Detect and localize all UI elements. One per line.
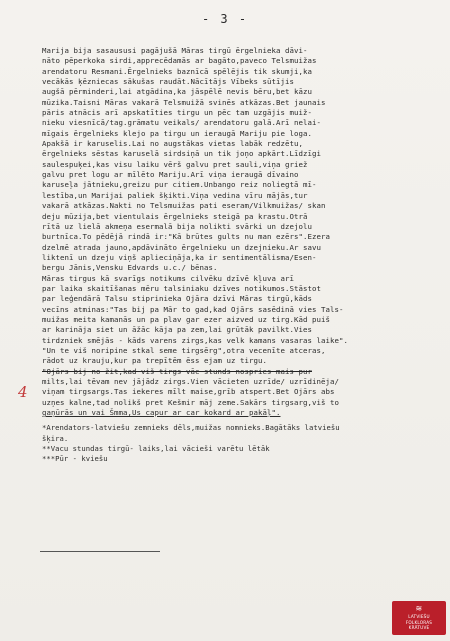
- archive-stamp: [392, 601, 446, 635]
- text-line: Māras tirgus kā svarīgs notikums cilvēku dzīvē kļuva arī: [42, 273, 294, 283]
- text-line: deju mūzija,bet vientulais ērgelnieks steigā pa krastu.Otrā: [42, 211, 308, 221]
- footnote-line: ***Pūr - kviešu: [42, 454, 108, 464]
- text-line: milts,lai tēvam nev jājādz zirgs.Vien vācieten uzrīde/ uzrīdinēja/: [42, 377, 339, 386]
- text-line: vecākās ķēzniecas sākušas raudāt.Nācītājs Vībeks sūtījis: [42, 77, 294, 87]
- text-line: muižas meita kamanās un pa plav gar ezer aizved uz tirg.Kād puiš: [42, 314, 330, 324]
- typed-body-text: [42, 46, 434, 465]
- text-line: karuseļa jātnieku,greizu pur citiem.Unbango reiz noliegtā mī-: [42, 180, 317, 190]
- text-line: ar karināja siet un āžāc kāja pa zem,lai grūtāk pavilkt.Vies: [42, 325, 312, 335]
- text-line: Marija bija sasaususi pagājušā Māras tirgū ērgelnieka dāvi-: [42, 46, 308, 55]
- footnote-separator-line: [40, 551, 160, 552]
- stamp-mark-icon: ≋: [415, 604, 423, 614]
- text-line: nieku viesnīcā/tag.grāmatu veikals/ arendatoru galā.Arī nelai-: [42, 118, 321, 128]
- text-line: vakarā atkāzas.Nakti no Telsmuižas pati eseram/Vilkmuižas/ skan: [42, 201, 326, 211]
- stamp-line-1: LATVIEŠU: [408, 614, 430, 620]
- text-line: mūzika.Taisni Māras vakarā Telsmuižā svinēs atkāzas.Bet jaunais: [42, 97, 326, 107]
- text-line: uzņes kalne,tad nolikš pret Kešmir māj zeme.Sakārs tirgsarg,viš to: [42, 397, 339, 407]
- text-line: "Ojārs bij no žit,kad viš tirgs vāc stunds nospries mais pur: [42, 366, 312, 376]
- text-line: viņam tirgsargs.Tas iekeres mīlt maise,grīb atspert.Bet Ojārs abs: [42, 387, 335, 397]
- page-number: - 3 -: [201, 12, 249, 26]
- text-line: Apakšā ir karuselis.Lai no augstākas vietas labāk redzētu,: [42, 139, 303, 149]
- footnote-line: šķira.: [42, 433, 69, 443]
- stamp-line-2: FOLKLORAS: [405, 619, 433, 625]
- text-line: nāto pēperkoka sirdi,apprecēdamās ar bagāto,paveco Telsmuižas: [42, 56, 317, 66]
- text-line: pāris atnācis arī apskatīties tirgu un pēc tam uzgājis muiž-: [42, 108, 312, 118]
- text-line: lestība,un Marijai paliek šķikti.Viņa vedina vīru mājās,tur: [42, 190, 308, 200]
- stamp-line-3: KRĀTUVE: [408, 625, 430, 631]
- footnote-line: **Vacu stundas tirgū- laiks,lai vācieši varētu lētāk: [42, 444, 270, 454]
- text-line: arendatoru Resmani.Ērgelnieks baznīcā spēlējis tik skumji,ka: [42, 66, 312, 76]
- text-line: burtnīca.To pēdējā rindā ir:"Kā brūtes gults nu man ezērs".Ezera: [42, 232, 330, 242]
- footnote-line: *Arendators-latviešu zemnieks dēls,muižas nomnieks.Bagātāks latviešu: [42, 423, 340, 433]
- text-line: liktenī un dzeju viņš aplieciņāja,ka ir sentimentālisma/Esen-: [42, 252, 317, 262]
- margin-handwritten-number: 4: [18, 383, 28, 401]
- text-line: mīgais ērgelnieks klejo pa tirgu un ieraugā Mariju pie loga.: [42, 128, 312, 138]
- text-line: par laika skaitīšanas mēru talsiniaku dzīves notikumos.Stāstot: [42, 283, 321, 293]
- text-line: par leģendārā Talsu stiprinieka Ojāra dzīvi Māras tirgū,kāds: [42, 294, 312, 304]
- text-line: galvu pret logu ar mīlēto Mariju.Arī viņa ieraugā dīvaino: [42, 170, 299, 180]
- text-line: ērgelnieks sēstas karuselā sirdsiņā un tik joņo apkārt.Līdzīgi: [42, 149, 321, 159]
- text-line: rādot uz krauju,kur pa trepītēm ēss ejam uz tirgu.: [42, 356, 267, 366]
- text-line: tirdzniek smējās - kāds varens zirgs,kas velk kamans vasaras laike".: [42, 335, 348, 345]
- text-line: augšā pērminderi,lai atgādina,ka jāspēlē nevis bēru,bet kāzu: [42, 87, 312, 97]
- text-line: dzelmē atrada jauno,apdāvināto ērgelnieku un dzejnieku.Ar savu: [42, 242, 321, 252]
- text-line: "Un te viš noripine stkal seme tirgsērg",otra vecenīte atceras,: [42, 345, 326, 355]
- text-line: rītā uz lielā akmeņa esermalā bija nolikti svārki un dzejolu: [42, 221, 312, 231]
- text-line: saulespuķei,kas visu laiku vērš galvu pret sauli,viņa griež: [42, 159, 308, 169]
- text-line: bergu Jānis,Vensku Edvards u.c./ bēnas.: [42, 263, 218, 273]
- text-line: gaņūrās un vai Šmma,Us capur ar car kokard ar pakāļ".: [42, 408, 281, 418]
- text-line: vecīns atminas:"Tas bij pa Mār to gad,kad Ojārs sasēdinā vies Tals-: [42, 304, 344, 314]
